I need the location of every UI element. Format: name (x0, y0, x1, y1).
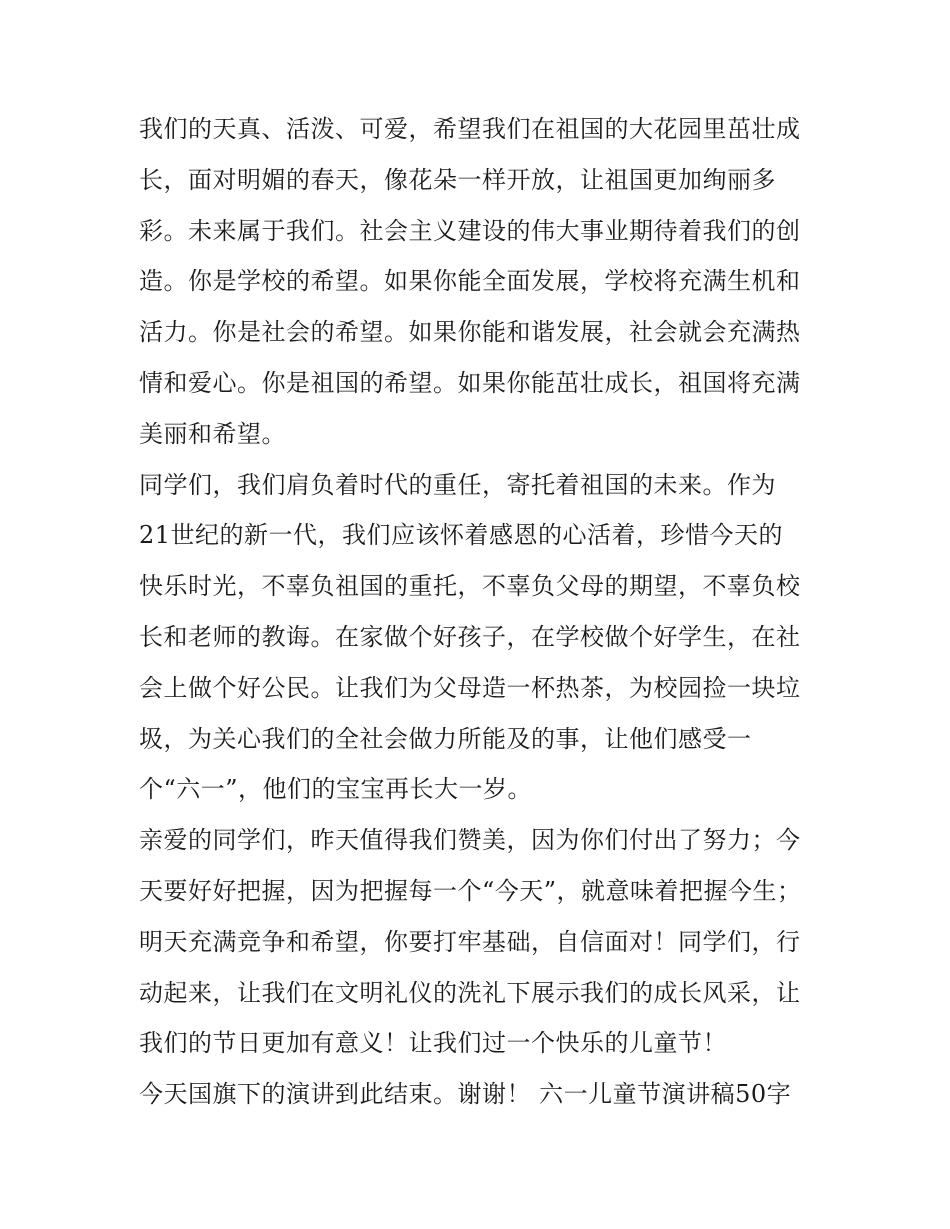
text-line-10: 快乐时光，不辜负祖国的重托，不辜负父母的期望，不辜负校 (139, 572, 801, 601)
text-line-9: 21世纪的新一代，我们应该怀着感恩的心活着，珍惜今天的 (139, 521, 784, 550)
text-line-3: 彩。未来属于我们。社会主义建设的伟大事业期待着我们的创 (139, 216, 801, 245)
text-line-2: 长，面对明媚的春天，像花朵一样开放，让祖国更加绚丽多 (139, 165, 776, 194)
document-body (139, 104, 829, 1120)
text-line-18: 动起来，让我们在文明礼仪的洗礼下展示我们的成长风采，让 (139, 978, 801, 1007)
text-line-12: 会上做个好公民。让我们为父母造一杯热茶，为校园捡一块垃 (139, 673, 801, 702)
text-line-14: 个“六一”，他们的宝宝再长大一岁。 (139, 775, 533, 804)
text-line-19: 我们的节日更加有意义！让我们过一个快乐的儿童节！ (139, 1029, 727, 1058)
text-line-15: 亲爱的同学们，昨天值得我们赞美，因为你们付出了努力；今 (139, 826, 801, 855)
text-line-5: 活力。你是社会的希望。如果你能和谐发展，社会就会充满热 (139, 318, 801, 347)
text-line-4: 造。你是学校的希望。如果你能全面发展，学校将充满生机和 (139, 267, 801, 296)
text-line-8: 同学们，我们肩负着时代的重任，寄托着祖国的未来。作为 (139, 470, 776, 499)
text-line-11: 长和老师的教诲。在家做个好孩子，在学校做个好学生，在社 (139, 622, 801, 651)
text-line-17: 明天充满竞争和希望，你要打牢基础，自信面对！同学们，行 (139, 927, 801, 956)
text-line-13: 圾，为关心我们的全社会做力所能及的事，让他们感受一 (139, 724, 752, 753)
text-line-16: 天要好好把握，因为把握每一个“今天”，就意味着把握今生； (139, 876, 802, 905)
text-line-7: 美丽和希望。 (139, 419, 286, 448)
text-line-6: 情和爱心。你是祖国的希望。如果你能茁壮成长，祖国将充满 (139, 368, 801, 397)
text-line-20: 今天国旗下的演讲到此结束。谢谢！ 六一儿童节演讲稿50字 (139, 1080, 792, 1109)
text-line-1: 我们的天真、活泼、可爱，希望我们在祖国的大花园里茁壮成 (139, 115, 801, 143)
